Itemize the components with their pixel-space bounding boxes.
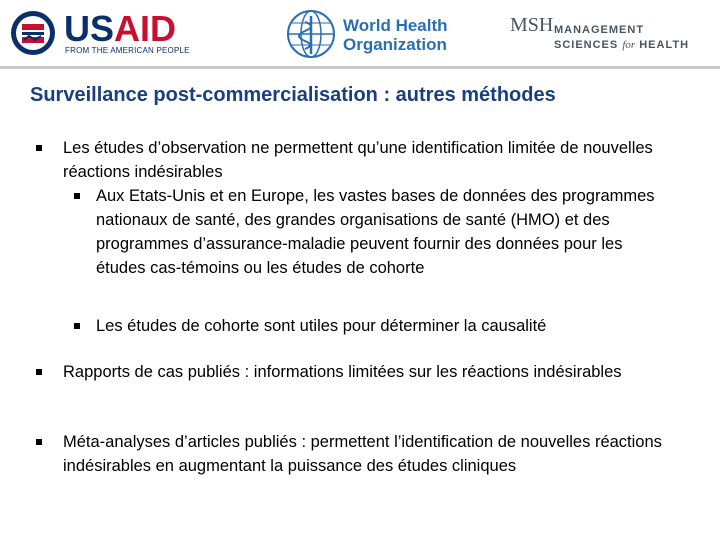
bullet-item [63,136,673,184]
usaid-seal-icon [10,10,56,56]
slide-title: Surveillance post-commercialisation : autres méthodes [30,84,556,106]
who-logo [285,8,455,60]
bullet-item [63,430,673,478]
msh-logo [510,14,710,54]
msh-mark: MSH [510,14,554,36]
square-bullet-icon [74,323,80,329]
bullet-text: Aux Etats-Unis et en Europe, les vastes bases de données des programmes nationaux de santé, des grandes organisations de santé (HMO) et des programmes d’assurance-maladie peuvent fournir des données pour les études cas-témoins ou les études de cohorte [96,187,655,277]
bullet-text: Les études de cohorte sont utiles pour déterminer la causalité [96,317,547,335]
sub-bullet-item [96,184,676,280]
sub-bullet-item [96,314,676,338]
square-bullet-icon [74,193,80,199]
bullet-text: Les études d’observation ne permettent qu’une identification limitée de nouvelles réactions indésirables [63,139,653,181]
header-divider [0,66,720,69]
square-bullet-icon [36,145,42,151]
bullet-text: Rapports de cas publiés : informations limitées sur les réactions indésirables [63,363,622,381]
square-bullet-icon [36,369,42,375]
logo-bar [0,0,720,70]
msh-name: MANAGEMENT SCIENCES for HEALTH [554,24,690,51]
who-emblem-icon [285,8,337,60]
usaid-logo [10,10,190,60]
who-name: World Health Organization [343,16,448,54]
bullet-text: Méta-analyses d’articles publiés : permettent l’identification de nouvelles réactions indésirables en augmentant la puissance des études cliniques [63,433,662,475]
bullet-item [63,360,673,384]
usaid-tagline: FROM THE AMERICAN PEOPLE [65,46,190,55]
usaid-wordmark: USAID [64,8,177,49]
square-bullet-icon [36,439,42,445]
